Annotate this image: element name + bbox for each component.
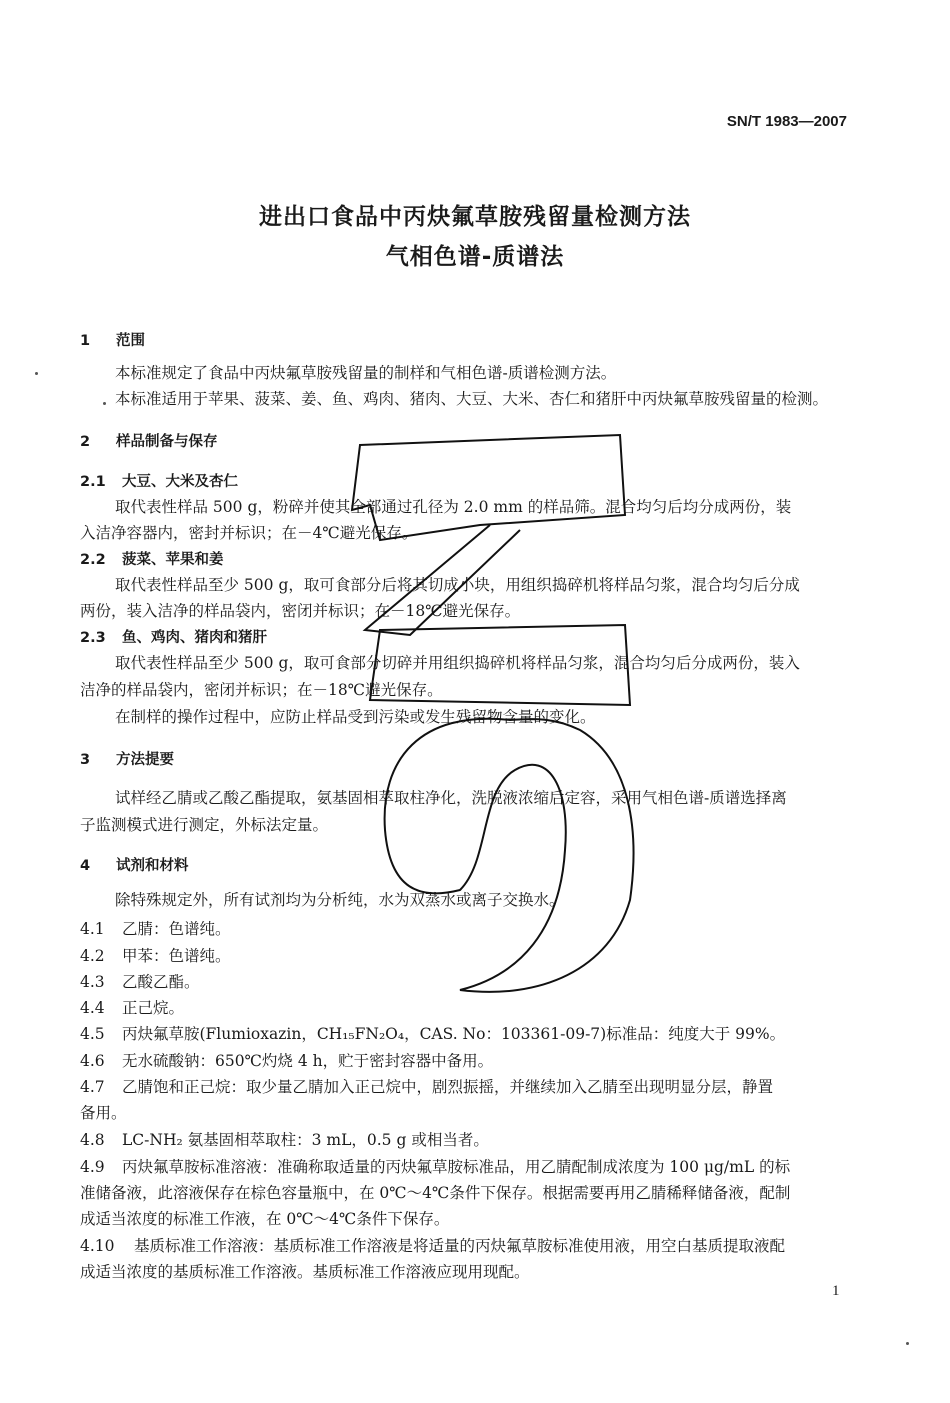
list-item	[80, 917, 231, 939]
item-text: 丙炔氟草胺标准溶液：准确称取适量的丙炔氟草胺标准品，用乙腈配制成浓度为 100 μg/mL 的标	[122, 1158, 791, 1176]
list-item	[80, 970, 200, 992]
paragraph: 除特殊规定外，所有试剂均为分析纯，水为双蒸水或离子交换水。	[115, 891, 565, 909]
standard-number: SN/T 1983—2007	[726, 113, 847, 130]
section-number: 4	[80, 858, 91, 874]
paragraph: 取代表性样品 500 g，粉碎并使其全部通过孔径为 2.0 mm 的样品筛。混合均匀后均分成两份，装	[115, 498, 792, 516]
section-number: 2	[80, 434, 91, 450]
paragraph: 洁净的样品袋内，密闭并标识；在－18℃避光保存。	[80, 681, 443, 699]
item-text: 基质标准工作溶液：基质标准工作溶液是将适量的丙炔氟草胺标准使用液，用空白基质提取液配	[134, 1237, 786, 1255]
paragraph: 试样经乙腈或乙酸乙酯提取，氨基固相萃取柱净化，洗脱液浓缩后定容，采用气相色谱-质谱选择离	[115, 789, 787, 807]
paragraph: 在制样的操作过程中，应防止样品受到污染或发生残留物含量的变化。	[115, 708, 596, 726]
subsection-heading-2-1	[80, 470, 238, 491]
paragraph: 两份，装入洁净的样品袋内，密闭并标识；在－18℃避光保存。	[80, 602, 521, 620]
item-number: 4.9	[80, 1158, 105, 1176]
item-text: 乙腈饱和正己烷：取少量乙腈加入正己烷中，剧烈振摇，并继续加入乙腈至出现明显分层，静置	[122, 1078, 774, 1096]
list-item	[80, 996, 184, 1018]
item-number: 4.1	[80, 920, 105, 938]
list-item	[80, 944, 231, 966]
paragraph: 本标准适用于苹果、菠菜、姜、鱼、鸡肉、猪肉、大豆、大米、杏仁和猪肝中丙炔氟草胺残留量的检测。	[115, 390, 829, 408]
item-number: 4.2	[80, 947, 105, 965]
section-number: 1	[80, 333, 91, 349]
paragraph: 子监测模式进行测定，外标法定量。	[80, 816, 329, 834]
list-item	[80, 1075, 773, 1097]
document-title: 进出口食品中丙炔氟草胺残留量检测方法	[259, 204, 691, 230]
item-text: 乙腈：色谱纯。	[122, 920, 231, 938]
item-number: 4.5	[80, 1025, 105, 1043]
section-heading-1	[80, 329, 145, 350]
section-title: 方法提要	[116, 752, 174, 768]
scan-speck	[35, 372, 38, 375]
item-number: 4.7	[80, 1078, 105, 1096]
page-number: 1	[832, 1283, 840, 1299]
list-item	[80, 1128, 489, 1150]
section-heading-2	[80, 430, 218, 451]
document-subtitle: 气相色谱-质谱法	[385, 244, 565, 270]
item-number: 4.4	[80, 999, 105, 1017]
list-item-continuation: 准储备液，此溶液保存在棕色容量瓶中，在 0℃～4℃条件下保存。根据需要再用乙腈稀释储备液，配制	[80, 1184, 791, 1202]
item-text: 无水硫酸钠：650℃灼烧 4 h，贮于密封容器中备用。	[122, 1052, 494, 1070]
subsection-title: 鱼、鸡肉、猪肉和猪肝	[122, 630, 267, 646]
item-text: LC-NH₂ 氨基固相萃取柱：3 mL，0.5 g 或相当者。	[122, 1131, 489, 1149]
list-item	[80, 1022, 785, 1044]
paragraph: 入洁净容器内，密封并标识；在－4℃避光保存。	[80, 524, 418, 542]
subsection-title: 菠菜、苹果和姜	[122, 552, 224, 568]
section-number: 3	[80, 752, 91, 768]
list-item-continuation: 成适当浓度的标准工作液，在 0℃～4℃条件下保存。	[80, 1210, 450, 1228]
item-number: 4.10	[80, 1237, 115, 1255]
list-item	[80, 1155, 790, 1177]
subsection-number: 2.1	[80, 474, 106, 490]
subsection-heading-2-2	[80, 548, 224, 569]
item-number: 4.6	[80, 1052, 105, 1070]
section-title: 试剂和材料	[116, 858, 189, 874]
list-item	[80, 1234, 785, 1256]
paragraph: 本标准规定了食品中丙炔氟草胺残留量的制样和气相色谱-质谱检测方法。	[115, 364, 617, 382]
item-text: 甲苯：色谱纯。	[122, 947, 231, 965]
scan-speck	[906, 1342, 909, 1345]
list-item	[80, 1049, 493, 1071]
subsection-number: 2.2	[80, 552, 106, 568]
item-text: 正己烷。	[122, 999, 185, 1017]
scan-speck	[103, 402, 106, 405]
subsection-number: 2.3	[80, 630, 106, 646]
section-title: 范围	[116, 333, 145, 349]
section-heading-4	[80, 854, 189, 875]
watermark-s-shape	[385, 719, 634, 992]
item-text: 丙炔氟草胺(Flumioxazin，CH₁₅FN₂O₄，CAS. No：103361-09-7)标准品：纯度大于 99%。	[122, 1025, 786, 1043]
item-text: 乙酸乙酯。	[122, 973, 200, 991]
item-number: 4.3	[80, 973, 105, 991]
list-item-continuation: 成适当浓度的基质标准工作溶液。基质标准工作溶液应现用现配。	[80, 1263, 530, 1281]
paragraph: 取代表性样品至少 500 g，取可食部分切碎并用组织捣碎机将样品匀浆，混合均匀后分成两份，装入	[115, 654, 800, 672]
paragraph: 取代表性样品至少 500 g，取可食部分后将其切成小块，用组织捣碎机将样品匀浆，混合均匀后分成	[115, 576, 800, 594]
section-heading-3	[80, 748, 174, 769]
section-title: 样品制备与保存	[116, 434, 218, 450]
list-item-continuation: 备用。	[80, 1104, 127, 1122]
item-number: 4.8	[80, 1131, 105, 1149]
subsection-title: 大豆、大米及杏仁	[122, 474, 238, 490]
subsection-heading-2-3	[80, 626, 267, 647]
